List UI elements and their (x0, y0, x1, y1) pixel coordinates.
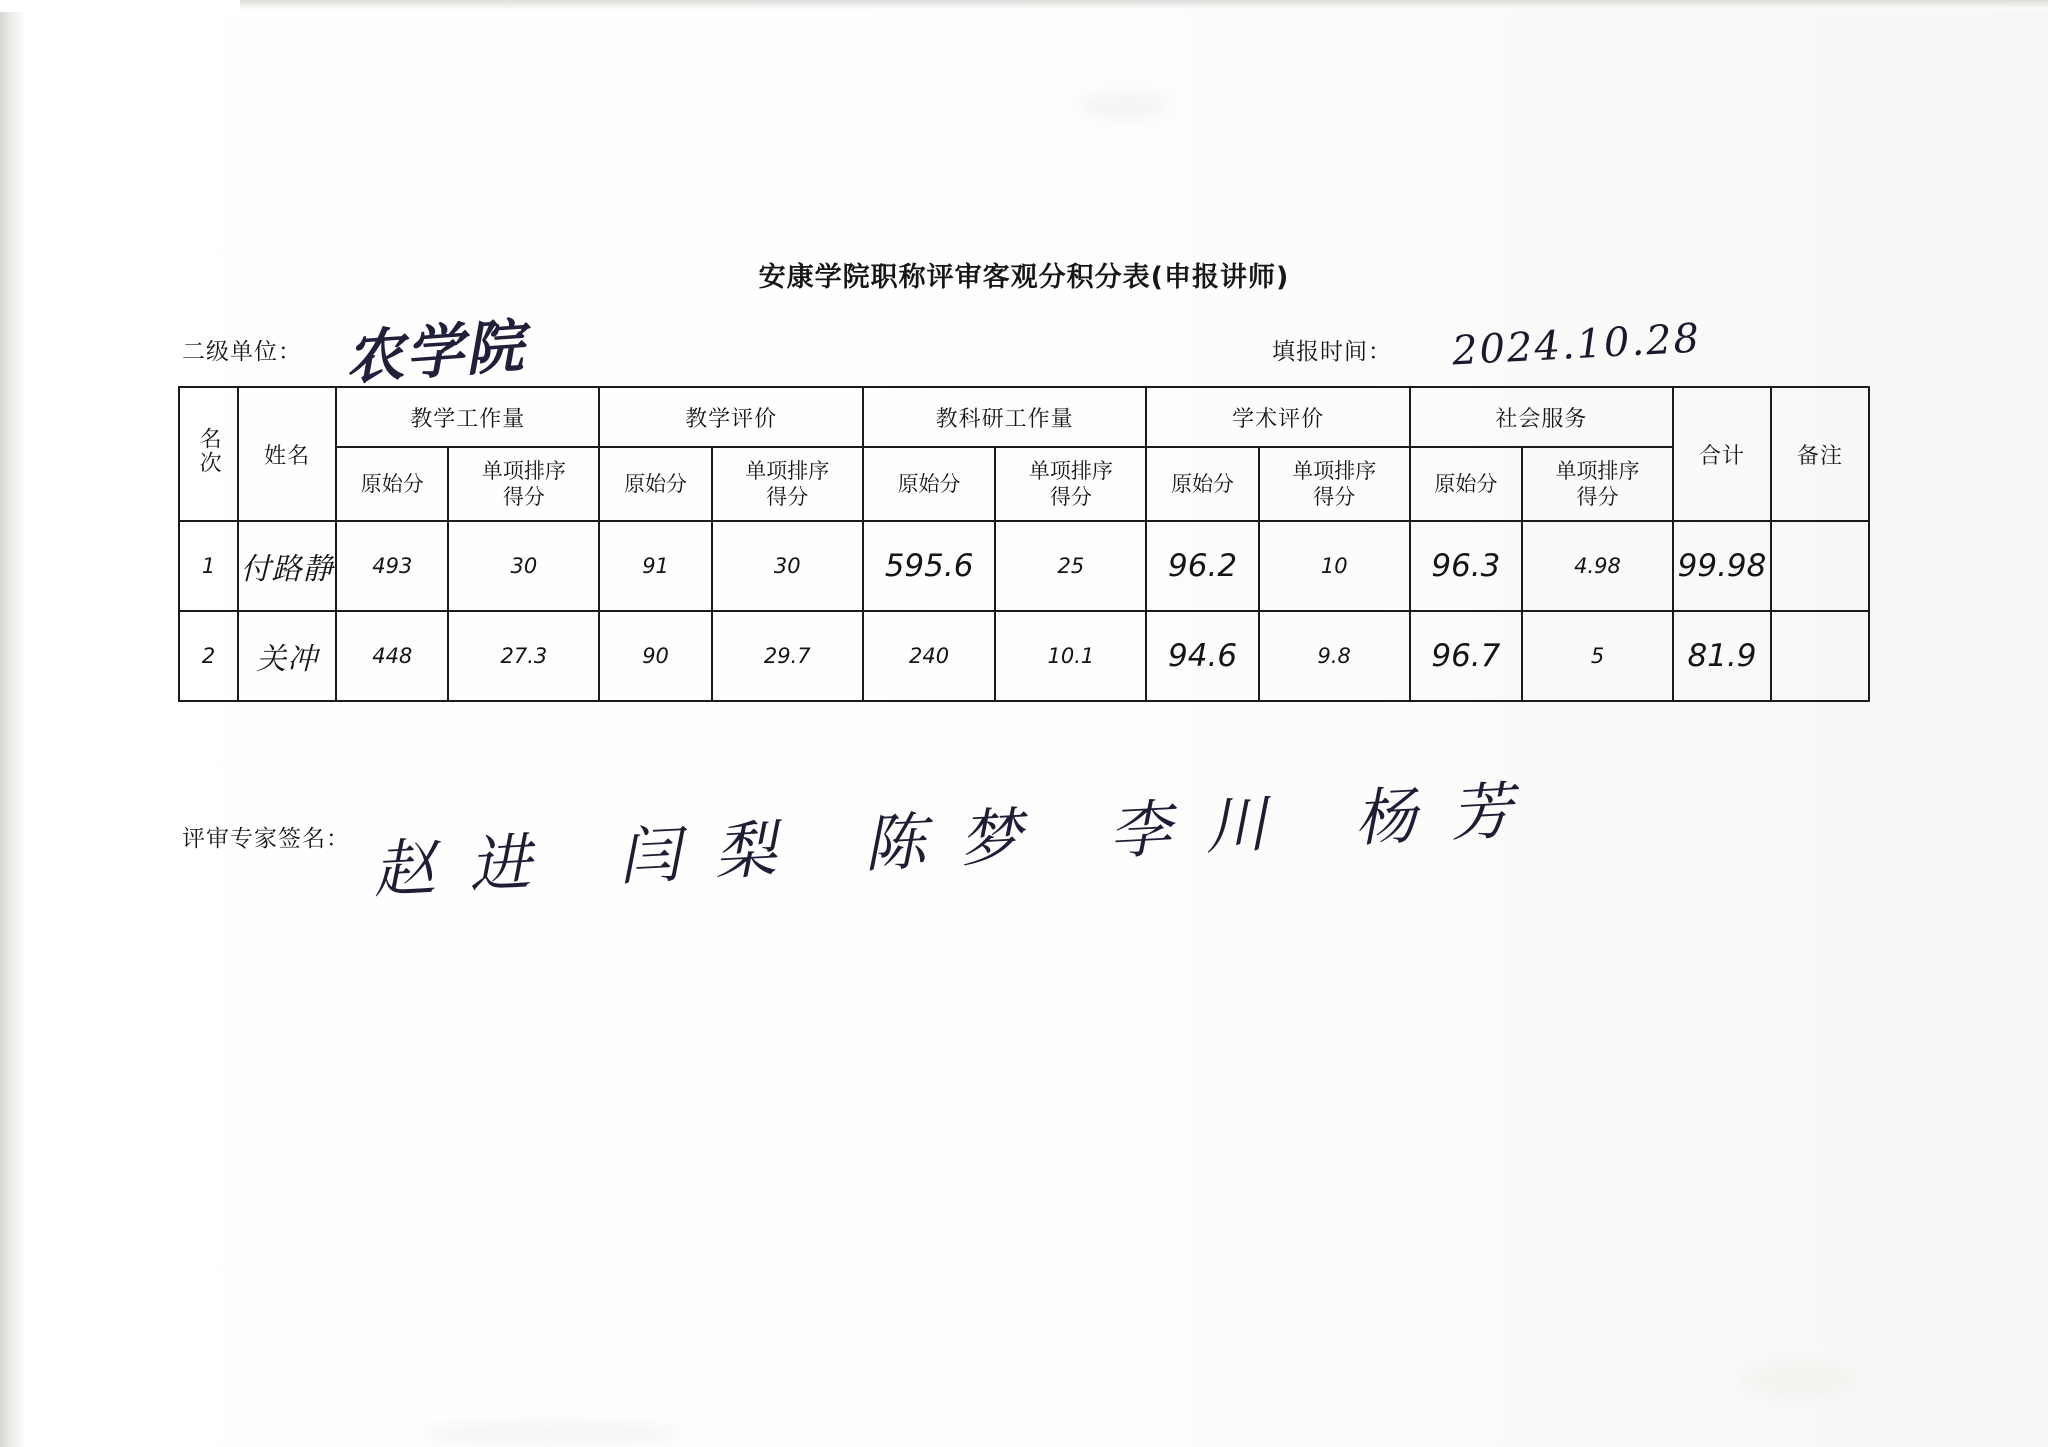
subheader-rank-score-line2: 得分 (502, 485, 545, 509)
date-label: 填报时间： (1272, 339, 1392, 365)
subheader-raw-score: 原始分 (863, 447, 996, 521)
cell-social-service-raw: 96.3 (1410, 521, 1522, 611)
subheader-raw-score: 原始分 (336, 447, 448, 521)
column-group-social-service: 社会服务 (1410, 387, 1673, 447)
subheader-rank-score-line1: 单项排序 (481, 458, 566, 483)
scan-edge-shadow-left (0, 0, 26, 1447)
cell-teaching-workload-raw: 448 (336, 611, 448, 701)
cell-academic-eval-raw: 96.2 (1146, 521, 1258, 611)
cell-academic-eval-score: 10 (1259, 521, 1410, 611)
cell-academic-eval-score: 9.8 (1259, 611, 1410, 701)
cell-rank: 2 (179, 611, 238, 701)
subheader-rank-score (1259, 447, 1410, 521)
subheader-rank-score-line2: 得分 (1576, 485, 1619, 509)
table-row (179, 611, 1869, 701)
unit-value-handwritten: 农学院 (343, 311, 528, 393)
cell-total: 81.9 (1673, 611, 1771, 701)
scan-artifact (1740, 1360, 1860, 1400)
cell-teaching-workload-score: 30 (448, 521, 599, 611)
column-group-teaching-workload: 教学工作量 (336, 387, 599, 447)
subheader-rank-score (995, 447, 1146, 521)
table-row (179, 521, 1869, 611)
scan-edge-shadow-top (236, 0, 2048, 10)
cell-teaching-workload-raw: 493 (336, 521, 448, 611)
cell-teaching-workload-score: 27.3 (448, 611, 599, 701)
cell-name: 付路静 (238, 521, 336, 611)
score-table (178, 386, 1870, 702)
date-value-handwritten: 2024.10.28 (1450, 315, 1703, 375)
subheader-rank-score-line2: 得分 (766, 485, 809, 509)
cell-name: 关冲 (238, 611, 336, 701)
page-title: 安康学院职称评审客观分积分表(申报讲师) (758, 262, 1290, 293)
column-group-research-workload: 教科研工作量 (863, 387, 1147, 447)
cell-teaching-eval-raw: 90 (599, 611, 711, 701)
column-group-academic-evaluation: 学术评价 (1146, 387, 1409, 447)
cell-social-service-score: 5 (1522, 611, 1673, 701)
cell-teaching-eval-score: 30 (712, 521, 863, 611)
column-group-teaching-evaluation: 教学评价 (599, 387, 862, 447)
cell-research-workload-score: 10.1 (995, 611, 1146, 701)
subheader-rank-score-line1: 单项排序 (745, 458, 830, 483)
cell-academic-eval-raw: 94.6 (1146, 611, 1258, 701)
subheader-rank-score-line1: 单项排序 (1292, 458, 1377, 483)
cell-remark (1771, 521, 1869, 611)
subheader-rank-score-line2: 得分 (1049, 485, 1092, 509)
subheader-rank-score (1522, 447, 1673, 521)
signature-handwritten: 赵进 闫梨 陈梦 李川 杨芳 (371, 772, 1549, 907)
cell-teaching-eval-score: 29.7 (712, 611, 863, 701)
scan-artifact (1080, 90, 1170, 120)
subheader-rank-score (448, 447, 599, 521)
subheader-rank-score-line2: 得分 (1313, 485, 1356, 509)
scan-corner-white (0, 0, 240, 12)
subheader-raw-score: 原始分 (1146, 447, 1258, 521)
column-header-rank: 名次 (179, 387, 238, 521)
subheader-raw-score: 原始分 (599, 447, 711, 521)
subheader-rank-score-line1: 单项排序 (1555, 458, 1640, 483)
cell-teaching-eval-raw: 91 (599, 521, 711, 611)
column-header-name: 姓名 (238, 387, 336, 521)
column-header-total: 合计 (1673, 387, 1771, 521)
signature-label: 评审专家签名： (182, 826, 350, 852)
unit-label: 二级单位： (182, 339, 302, 365)
subheader-rank-score-line1: 单项排序 (1028, 458, 1113, 483)
cell-research-workload-raw: 595.6 (863, 521, 996, 611)
subheader-raw-score: 原始分 (1410, 447, 1522, 521)
cell-research-workload-score: 25 (995, 521, 1146, 611)
cell-social-service-score: 4.98 (1522, 521, 1673, 611)
cell-social-service-raw: 96.7 (1410, 611, 1522, 701)
column-header-remark: 备注 (1771, 387, 1869, 521)
cell-remark (1771, 611, 1869, 701)
cell-rank: 1 (179, 521, 238, 611)
scan-artifact (420, 1420, 680, 1446)
cell-research-workload-raw: 240 (863, 611, 996, 701)
cell-total: 99.98 (1673, 521, 1771, 611)
subheader-rank-score (712, 447, 863, 521)
